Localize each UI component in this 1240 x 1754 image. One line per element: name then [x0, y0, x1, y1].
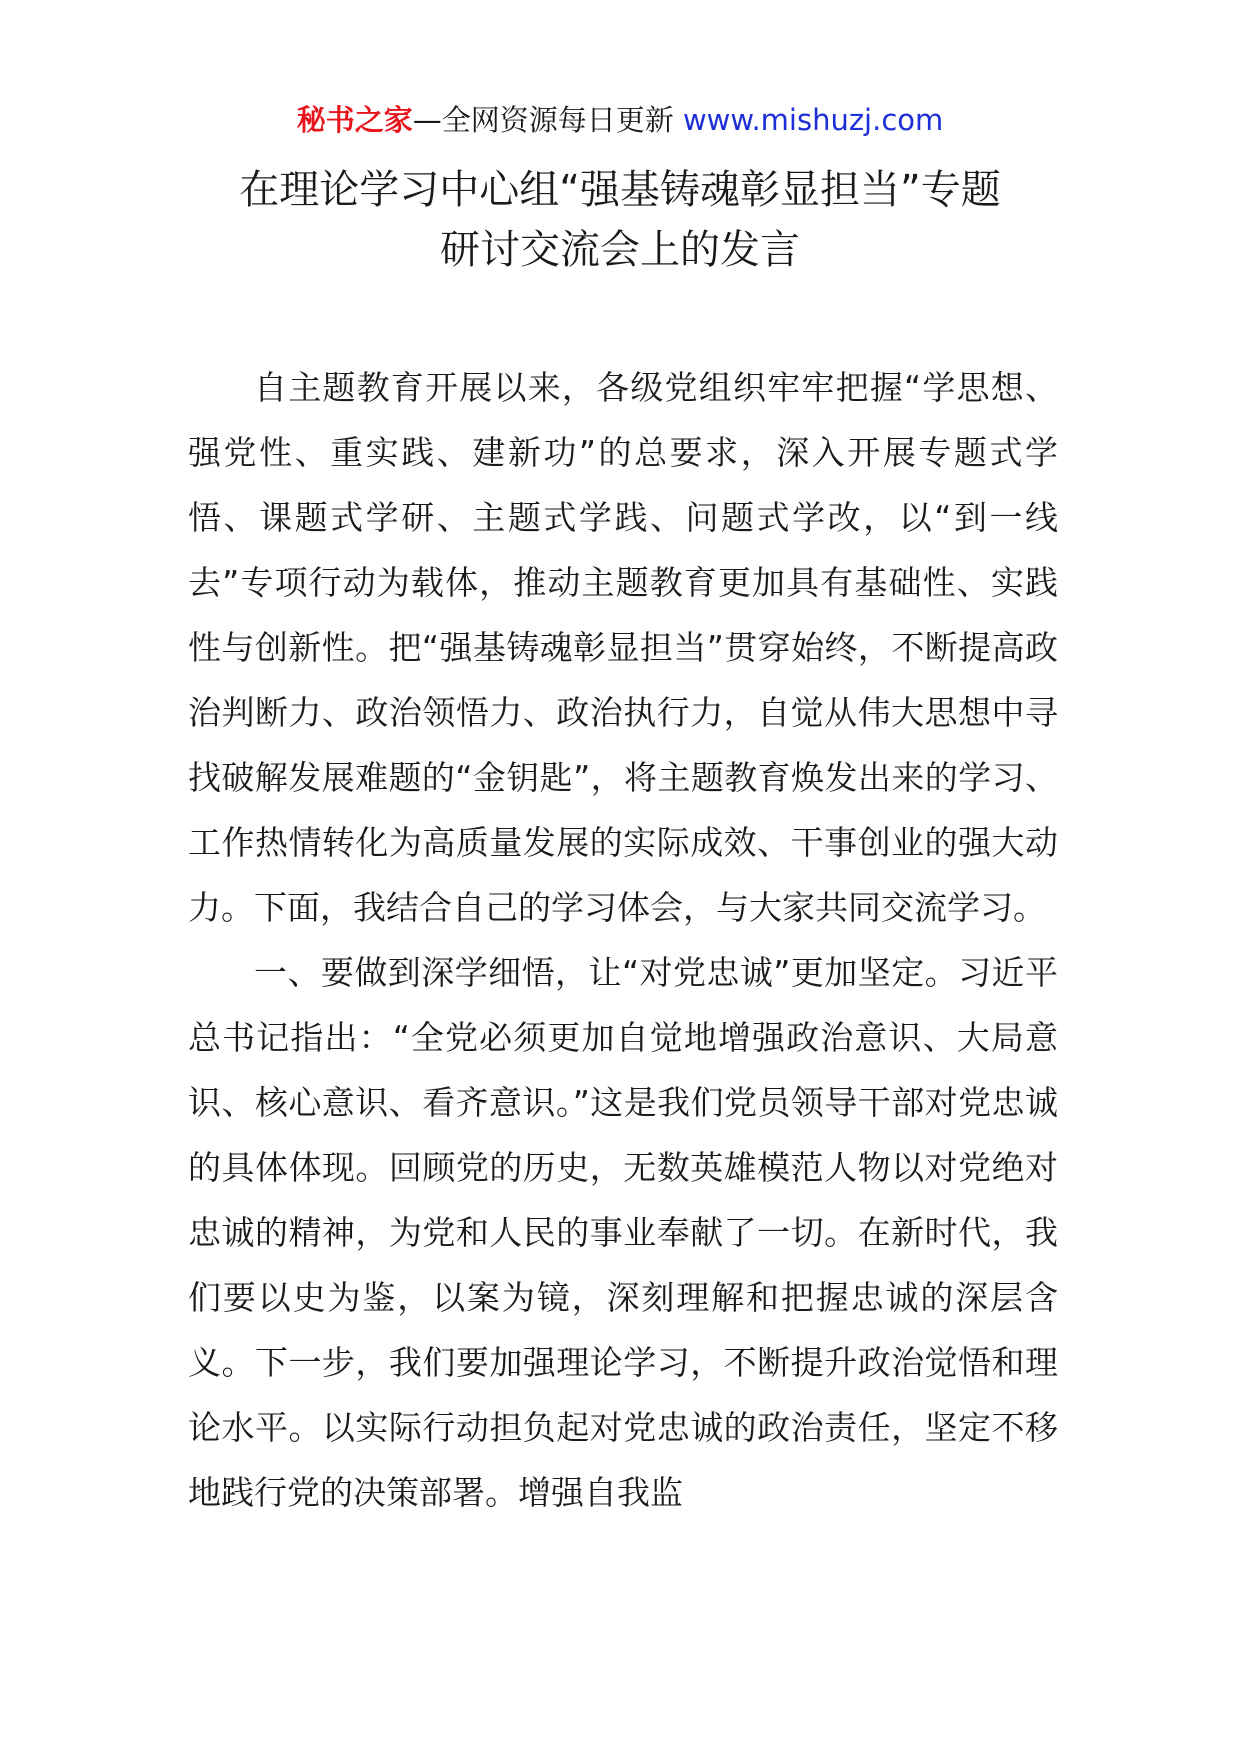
title-line-2: 研讨交流会上的发言 [440, 227, 800, 273]
title-line-1: 在理论学习中心组“强基铸魂彰显担当”专题 [239, 167, 1001, 213]
brand-name: 秘书之家 [296, 103, 413, 137]
paragraph-section-1 [188, 940, 1058, 1525]
section-1-heading: 一、要做到深学细悟，让“对党忠诚”更加坚定。 [254, 953, 959, 992]
watermark-header [0, 100, 1240, 140]
site-url-link[interactable]: www.mishuzj.com [682, 103, 944, 137]
paragraph-intro: 自主题教育开展以来，各级党组织牢牢把握“学思想、强党性、重实践、建新功”的总要求，深入开展专题式学悟、课题式学研、主题式学践、问题式学改，以“到一线去”专项行动为载体，推动主题教育更加具有基础性、实践性与创新性。把“强基铸魂彰显担当”贯穿始终，不断提高政治判断力、政治领悟力、政治执行力，自觉从伟大思想中寻找破解发展难题的“金钥匙”，将主题教育焕发出来的学习、工作热情转化为高质量发展的实际成效、干事创业的强大动力。下面，我结合自己的学习体会，与大家共同交流学习。 [188, 368, 1058, 927]
header-tagline: —全网资源每日更新 [412, 103, 683, 137]
document-body [188, 355, 1058, 1525]
section-1-body: 习近平总书记指出：“全党必须更加自觉地增强政治意识、大局意识、核心意识、看齐意识。”这是我们党员领导干部对党忠诚的具体体现。回顾党的历史，无数英雄模范人物以对党绝对忠诚的精神，为党和人民的事业奉献了一切。在新时代，我们要以史为鉴，以案为镜，深刻理解和把握忠诚的深层含义。下一步，我们要加强理论学习，不断提升政治觉悟和理论水平。以实际行动担负起对党忠诚的政治责任，坚定不移地践行党的决策部署。增强自我监 [188, 953, 1058, 1512]
document-title [0, 160, 1240, 280]
